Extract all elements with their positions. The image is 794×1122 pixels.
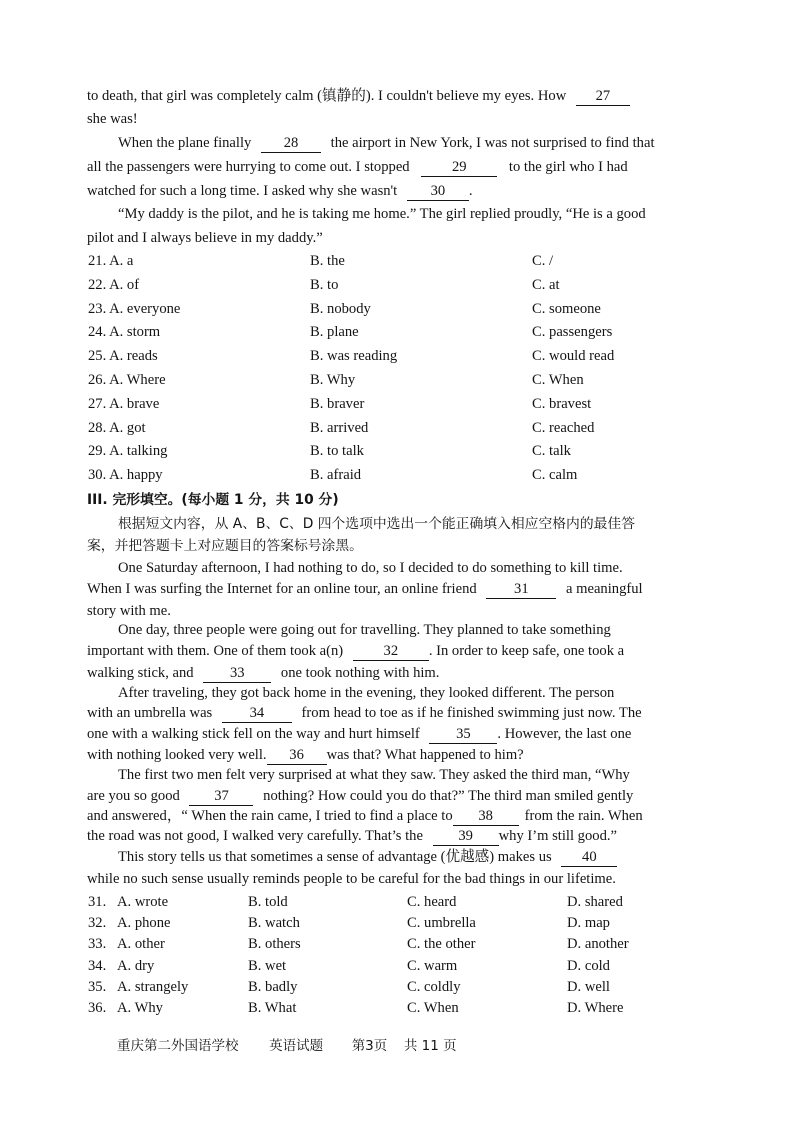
passage-line: one with a walking stick fell on the way and hurt himself 35 . However, the last one <box>87 726 632 742</box>
option-b: B. to <box>310 276 339 293</box>
question-number: 36. <box>88 1000 107 1016</box>
option-n: 26. A. Where <box>88 372 166 388</box>
page-footer <box>117 1040 457 1054</box>
option-a: A. wrote <box>117 894 169 910</box>
option-n: 25. A. reads <box>88 348 158 365</box>
instructions-line: 案，并把答题卡上对应题目的答案标号涂黑。 <box>87 538 363 554</box>
answer-blank-40: 40 <box>561 850 617 867</box>
option-d: D. well <box>567 978 610 995</box>
passage-line: with nothing looked very well. 36 was that? What happened to him? <box>87 747 524 763</box>
question-number: 34. <box>88 957 107 974</box>
option-d: D. map <box>567 915 610 932</box>
option-c: C. passengers <box>532 324 613 341</box>
option-n: 27. A. brave <box>88 395 160 412</box>
option-c: C. When <box>532 372 584 388</box>
option-c: C. calm <box>532 467 578 484</box>
option-c: C. bravest <box>532 395 592 412</box>
option-n: 23. A. everyone <box>88 300 181 317</box>
option-d: D. shared <box>567 894 623 910</box>
answer-blank-35: 35 <box>429 727 497 744</box>
option-c: C. someone <box>532 300 601 317</box>
option-c: C. talk <box>532 443 571 460</box>
passage-line: One day, three people were going out for travelling. They planned to take something <box>118 622 611 638</box>
option-c: C. the other <box>407 936 476 953</box>
footer-school: 重庆第二外国语学校 <box>117 1038 239 1054</box>
question-number: 35. <box>88 978 107 995</box>
passage-line: to death, that girl was completely calm (镇静的). I couldn't believe my eyes. How 27 <box>87 89 630 106</box>
option-a: A. dry <box>117 957 155 974</box>
passage-line: while no such sense usually reminds people to be careful for the bad things in our lifetime. <box>87 871 616 887</box>
passage-line: watched for such a long time. I asked why she wasn't 30 . <box>87 183 473 199</box>
footer-page: 第3页 <box>351 1038 388 1054</box>
option-n: 24. A. storm <box>88 324 161 341</box>
option-b: B. nobody <box>310 300 371 317</box>
option-n: 21. A. a <box>88 253 134 269</box>
option-n: 29. A. talking <box>88 443 168 460</box>
option-c: C. coldly <box>407 978 461 995</box>
option-c: C. at <box>532 276 560 293</box>
question-number: 32. <box>88 915 107 932</box>
passage-line: with an umbrella was 34 from head to toe as if he finished swimming just now. The <box>87 705 642 721</box>
option-a: A. other <box>117 936 165 953</box>
passage-line: When I was surfing the Internet for an online tour, an online friend 31 a meaningful <box>87 581 643 597</box>
option-b: B. badly <box>248 978 298 995</box>
answer-blank-32: 32 <box>353 644 429 661</box>
passage-line: When the plane finally 28 the airport in New York, I was not surprised to find that <box>118 135 655 151</box>
answer-blank-34: 34 <box>222 706 292 723</box>
option-c: C. When <box>407 1000 459 1016</box>
option-d: D. cold <box>567 957 610 974</box>
passage-line: The first two men felt very surprised at what they saw. They asked the third man, “Why <box>118 767 630 783</box>
passage-line: story with me. <box>87 603 171 619</box>
option-b: B. was reading <box>310 348 398 365</box>
option-b: B. told <box>248 894 288 910</box>
passage-line: are you so good 37 nothing? How could you do that?” The third man smiled gently <box>87 788 634 804</box>
option-n: 28. A. got <box>88 419 146 436</box>
instructions-line: 根据短文内容，从 A、B、C、D 四个选项中选出一个能正确填入相应空格内的最佳答 <box>118 516 636 532</box>
answer-blank-31: 31 <box>486 582 556 599</box>
answer-blank-27: 27 <box>576 89 630 106</box>
option-c: C. reached <box>532 419 595 436</box>
answer-blank-39: 39 <box>433 829 499 846</box>
option-n: 30. A. happy <box>88 467 163 484</box>
passage-line: This story tells us that sometimes a sense of advantage (优越感) makes us 40 <box>118 850 617 867</box>
option-a: A. strangely <box>117 978 189 995</box>
question-number: 31. <box>88 894 107 910</box>
passage-line: the road was not good, I walked very carefully. That’s the 39 why I’m still good.” <box>87 828 617 844</box>
option-c: C. umbrella <box>407 915 476 932</box>
option-d: D. Where <box>567 1000 624 1016</box>
passage-line: “My daddy is the pilot, and he is taking me home.” The girl replied proudly, “He is a good <box>118 206 646 222</box>
answer-blank-38: 38 <box>453 809 519 826</box>
option-c: C. warm <box>407 957 458 974</box>
option-b: B. wet <box>248 957 287 974</box>
option-a: A. Why <box>117 1000 163 1016</box>
option-b: B. to talk <box>310 443 364 460</box>
option-b: B. Why <box>310 372 356 388</box>
passage-line: One Saturday afternoon, I had nothing to do, so I decided to do something to kill time. <box>118 560 623 576</box>
option-c: C. / <box>532 253 554 269</box>
option-d: D. another <box>567 936 629 953</box>
option-a: A. phone <box>117 915 171 932</box>
option-c: C. would read <box>532 348 615 365</box>
option-b: B. others <box>248 936 301 953</box>
answer-blank-28: 28 <box>261 136 321 153</box>
answer-blank-36: 36 <box>267 748 327 765</box>
passage-line: important with them. One of them took a(n) 32 . In order to keep safe, one took a <box>87 643 625 659</box>
option-b: B. the <box>310 253 345 269</box>
option-n: 22. A. of <box>88 276 140 293</box>
passage-line: all the passengers were hurrying to come out. I stopped 29 to the girl who I had <box>87 159 628 175</box>
option-b: B. plane <box>310 324 359 341</box>
option-c: C. heard <box>407 894 457 910</box>
footer-total: 共 11 页 <box>403 1038 457 1054</box>
passage-line: pilot and I always believe in my daddy.” <box>87 230 323 246</box>
answer-blank-29: 29 <box>421 160 497 177</box>
question-number: 33. <box>88 936 107 953</box>
answer-blank-37: 37 <box>189 789 253 806</box>
footer-subject: 英语试题 <box>269 1038 324 1054</box>
passage-line: she was! <box>87 111 138 127</box>
option-b: B. What <box>248 1000 297 1016</box>
section-title: III. 完形填空。(每小题 1 分，共 10 分) <box>87 492 339 508</box>
option-b: B. braver <box>310 395 365 412</box>
passage-line: After traveling, they got back home in the evening, they looked different. The person <box>118 685 615 701</box>
passage-line: and answered，“ When the rain came, I tried to find a place to 38 from the rain. When <box>87 808 643 824</box>
option-b: B. watch <box>248 915 300 932</box>
option-b: B. arrived <box>310 419 369 436</box>
passage-line: walking stick, and 33 one took nothing with him. <box>87 665 440 681</box>
option-b: B. afraid <box>310 467 362 484</box>
answer-blank-33: 33 <box>203 666 271 683</box>
answer-blank-30: 30 <box>407 184 469 201</box>
